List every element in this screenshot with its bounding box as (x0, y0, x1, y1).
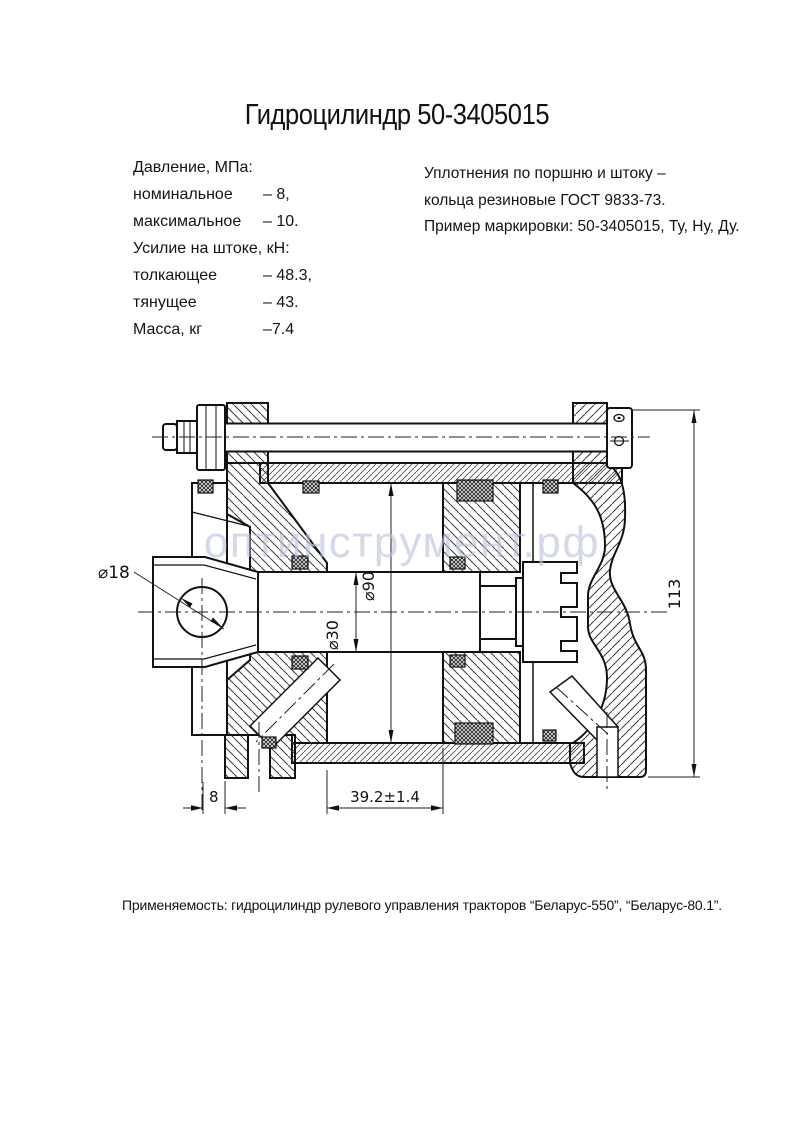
bolt-head (607, 408, 632, 468)
seal-note-line1: Уплотнения по поршню и штоку – (424, 165, 666, 182)
page-title: Гидроцилиндр 50-3405015 (244, 99, 549, 131)
spec-row-pull: тянущее – 43. (133, 294, 299, 311)
spec-row-max: максимальное – 10. (133, 213, 299, 230)
spec-row-force: Усилие на штоке, кН: (133, 240, 290, 257)
dim-label-rod: ⌀30 (323, 620, 342, 650)
dim-label-height: 113 (665, 578, 684, 610)
seal-note-line3: Пример маркировки: 50-3405015, Ту, Ну, Ду. (424, 218, 740, 235)
dim-label-offset: 8 (209, 788, 219, 806)
spec-row-push: толкающее – 48.3, (133, 267, 312, 284)
seal-note-line2: кольца резиновые ГОСТ 9833-73. (424, 191, 666, 209)
dim-label-stroke: 39.2±1.4 (350, 788, 420, 806)
applicability-note: Применяемость: гидроцилиндр рулевого управления тракторов “Беларус-550”, “Беларус-80.1”. (122, 897, 722, 913)
dim-label-bore: ⌀90 (359, 571, 378, 601)
dim-label-eye-bore: ⌀18 (98, 563, 130, 583)
spec-row-mass: Масса, кг –7.4 (133, 321, 295, 338)
watermark: оптинструмент.рф (203, 518, 601, 567)
spec-row-pressure: Давление, МПа: (133, 159, 253, 176)
spec-row-nominal: номинальное – 8, (133, 186, 290, 203)
